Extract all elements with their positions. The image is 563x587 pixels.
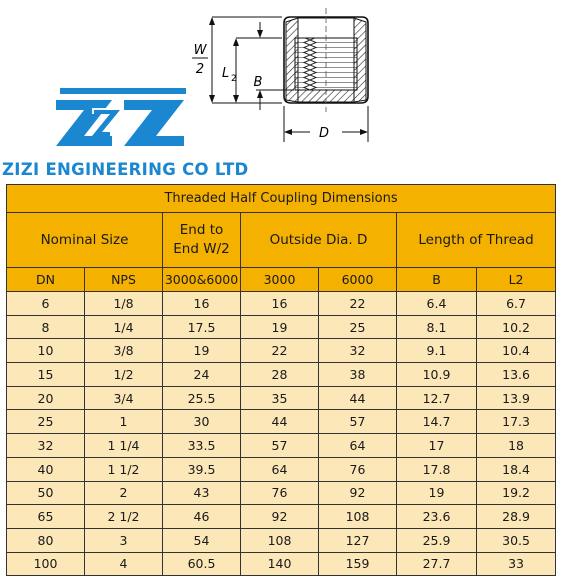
- cell-b: 23.6: [397, 505, 477, 529]
- header-thread-length: Length of Thread: [397, 213, 556, 268]
- cell-nps: 1 1/2: [85, 457, 163, 481]
- table-row: [7, 410, 556, 434]
- cell-od-3000: 108: [241, 528, 319, 552]
- table-row: [7, 315, 556, 339]
- header-end-to-end: [163, 213, 241, 268]
- cell-b: 25.9: [397, 528, 477, 552]
- cell-l2: 33: [477, 552, 556, 576]
- cell-l2: 18.4: [477, 457, 556, 481]
- cell-end-to-end: 43: [163, 481, 241, 505]
- cell-dn: 40: [7, 457, 85, 481]
- table-title: Threaded Half Coupling Dimensions: [7, 185, 556, 213]
- cell-od-6000: 159: [319, 552, 397, 576]
- cell-end-to-end: 16: [163, 292, 241, 316]
- col-l2: L2: [477, 268, 556, 292]
- cell-od-3000: 57: [241, 434, 319, 458]
- col-od-6000: 6000: [319, 268, 397, 292]
- cell-nps: 3/8: [85, 339, 163, 363]
- cell-nps: 1: [85, 410, 163, 434]
- table-row: [7, 292, 556, 316]
- cell-b: 17: [397, 434, 477, 458]
- cell-b: 12.7: [397, 386, 477, 410]
- cell-od-6000: 64: [319, 434, 397, 458]
- cell-od-6000: 76: [319, 457, 397, 481]
- cell-od-3000: 19: [241, 315, 319, 339]
- company-name: ZIZI ENGINEERING CO LTD: [2, 160, 249, 179]
- cell-nps: 2: [85, 481, 163, 505]
- cell-od-6000: 25: [319, 315, 397, 339]
- cell-end-to-end: 25.5: [163, 386, 241, 410]
- cell-dn: 8: [7, 315, 85, 339]
- cell-nps: 1/2: [85, 363, 163, 387]
- col-dn: DN: [7, 268, 85, 292]
- cell-end-to-end: 39.5: [163, 457, 241, 481]
- cell-dn: 32: [7, 434, 85, 458]
- cell-b: 19: [397, 481, 477, 505]
- cell-nps: 3/4: [85, 386, 163, 410]
- table-body: [7, 292, 556, 576]
- cell-b: 27.7: [397, 552, 477, 576]
- cell-dn: 65: [7, 505, 85, 529]
- cell-dn: 6: [7, 292, 85, 316]
- cell-b: 14.7: [397, 410, 477, 434]
- cell-dn: 25: [7, 410, 85, 434]
- cell-end-to-end: 30: [163, 410, 241, 434]
- cell-b: 6.4: [397, 292, 477, 316]
- table-row: [7, 528, 556, 552]
- cell-l2: 18: [477, 434, 556, 458]
- cell-od-3000: 76: [241, 481, 319, 505]
- cell-l2: 28.9: [477, 505, 556, 529]
- header-end-to-end-line2: End W/2: [173, 241, 230, 257]
- dimensions-table: [6, 184, 556, 576]
- dimension-l2: [222, 38, 282, 103]
- cell-l2: 30.5: [477, 528, 556, 552]
- label-d: D: [318, 126, 330, 141]
- cell-dn: 100: [7, 552, 85, 576]
- label-2: 2: [195, 62, 205, 77]
- label-b: B: [253, 75, 263, 90]
- cell-end-to-end: 17.5: [163, 315, 241, 339]
- table-row: [7, 505, 556, 529]
- label-w: W: [193, 43, 207, 58]
- cell-nps: 2 1/2: [85, 505, 163, 529]
- cell-b: 8.1: [397, 315, 477, 339]
- col-end-to-end: 3000&6000: [163, 268, 241, 292]
- cell-dn: 10: [7, 339, 85, 363]
- cell-od-6000: 127: [319, 528, 397, 552]
- cell-od-6000: 22: [319, 292, 397, 316]
- cell-od-3000: 64: [241, 457, 319, 481]
- cell-od-6000: 92: [319, 481, 397, 505]
- table-row: [7, 481, 556, 505]
- label-l: L: [222, 66, 230, 81]
- cell-od-3000: 28: [241, 363, 319, 387]
- header-outside-dia: Outside Dia. D: [241, 213, 397, 268]
- cell-nps: 1/4: [85, 315, 163, 339]
- cell-nps: 3: [85, 528, 163, 552]
- cell-od-6000: 57: [319, 410, 397, 434]
- cell-nps: 4: [85, 552, 163, 576]
- cell-od-3000: 35: [241, 386, 319, 410]
- table-row: [7, 363, 556, 387]
- cell-end-to-end: 24: [163, 363, 241, 387]
- cell-end-to-end: 60.5: [163, 552, 241, 576]
- cell-b: 9.1: [397, 339, 477, 363]
- cell-od-6000: 108: [319, 505, 397, 529]
- table-row: [7, 457, 556, 481]
- label-l-sub: 2: [231, 74, 237, 84]
- col-od-3000: 3000: [241, 268, 319, 292]
- cell-b: 10.9: [397, 363, 477, 387]
- cell-dn: 50: [7, 481, 85, 505]
- cell-end-to-end: 54: [163, 528, 241, 552]
- cell-l2: 10.4: [477, 339, 556, 363]
- table-row: [7, 434, 556, 458]
- cell-od-3000: 16: [241, 292, 319, 316]
- cell-b: 17.8: [397, 457, 477, 481]
- cell-end-to-end: 46: [163, 505, 241, 529]
- col-b: B: [397, 268, 477, 292]
- cell-l2: 6.7: [477, 292, 556, 316]
- cell-l2: 10.2: [477, 315, 556, 339]
- cell-l2: 19.2: [477, 481, 556, 505]
- zizi-logo: [52, 84, 192, 156]
- cell-od-6000: 44: [319, 386, 397, 410]
- cell-od-6000: 38: [319, 363, 397, 387]
- cell-od-3000: 140: [241, 552, 319, 576]
- header-end-to-end-line1: End to: [179, 222, 224, 238]
- cell-dn: 20: [7, 386, 85, 410]
- cell-od-3000: 22: [241, 339, 319, 363]
- cell-l2: 13.6: [477, 363, 556, 387]
- cell-nps: 1/8: [85, 292, 163, 316]
- cell-od-3000: 92: [241, 505, 319, 529]
- table-row: [7, 339, 556, 363]
- header-nominal-size: Nominal Size: [7, 213, 163, 268]
- cell-dn: 80: [7, 528, 85, 552]
- cell-l2: 13.9: [477, 386, 556, 410]
- cell-dn: 15: [7, 363, 85, 387]
- coupling-section: [284, 8, 368, 112]
- cell-od-6000: 32: [319, 339, 397, 363]
- cell-od-3000: 44: [241, 410, 319, 434]
- cell-end-to-end: 19: [163, 339, 241, 363]
- cell-end-to-end: 33.5: [163, 434, 241, 458]
- table-row: [7, 386, 556, 410]
- cell-l2: 17.3: [477, 410, 556, 434]
- col-nps: NPS: [85, 268, 163, 292]
- table-row: [7, 552, 556, 576]
- cell-nps: 1 1/4: [85, 434, 163, 458]
